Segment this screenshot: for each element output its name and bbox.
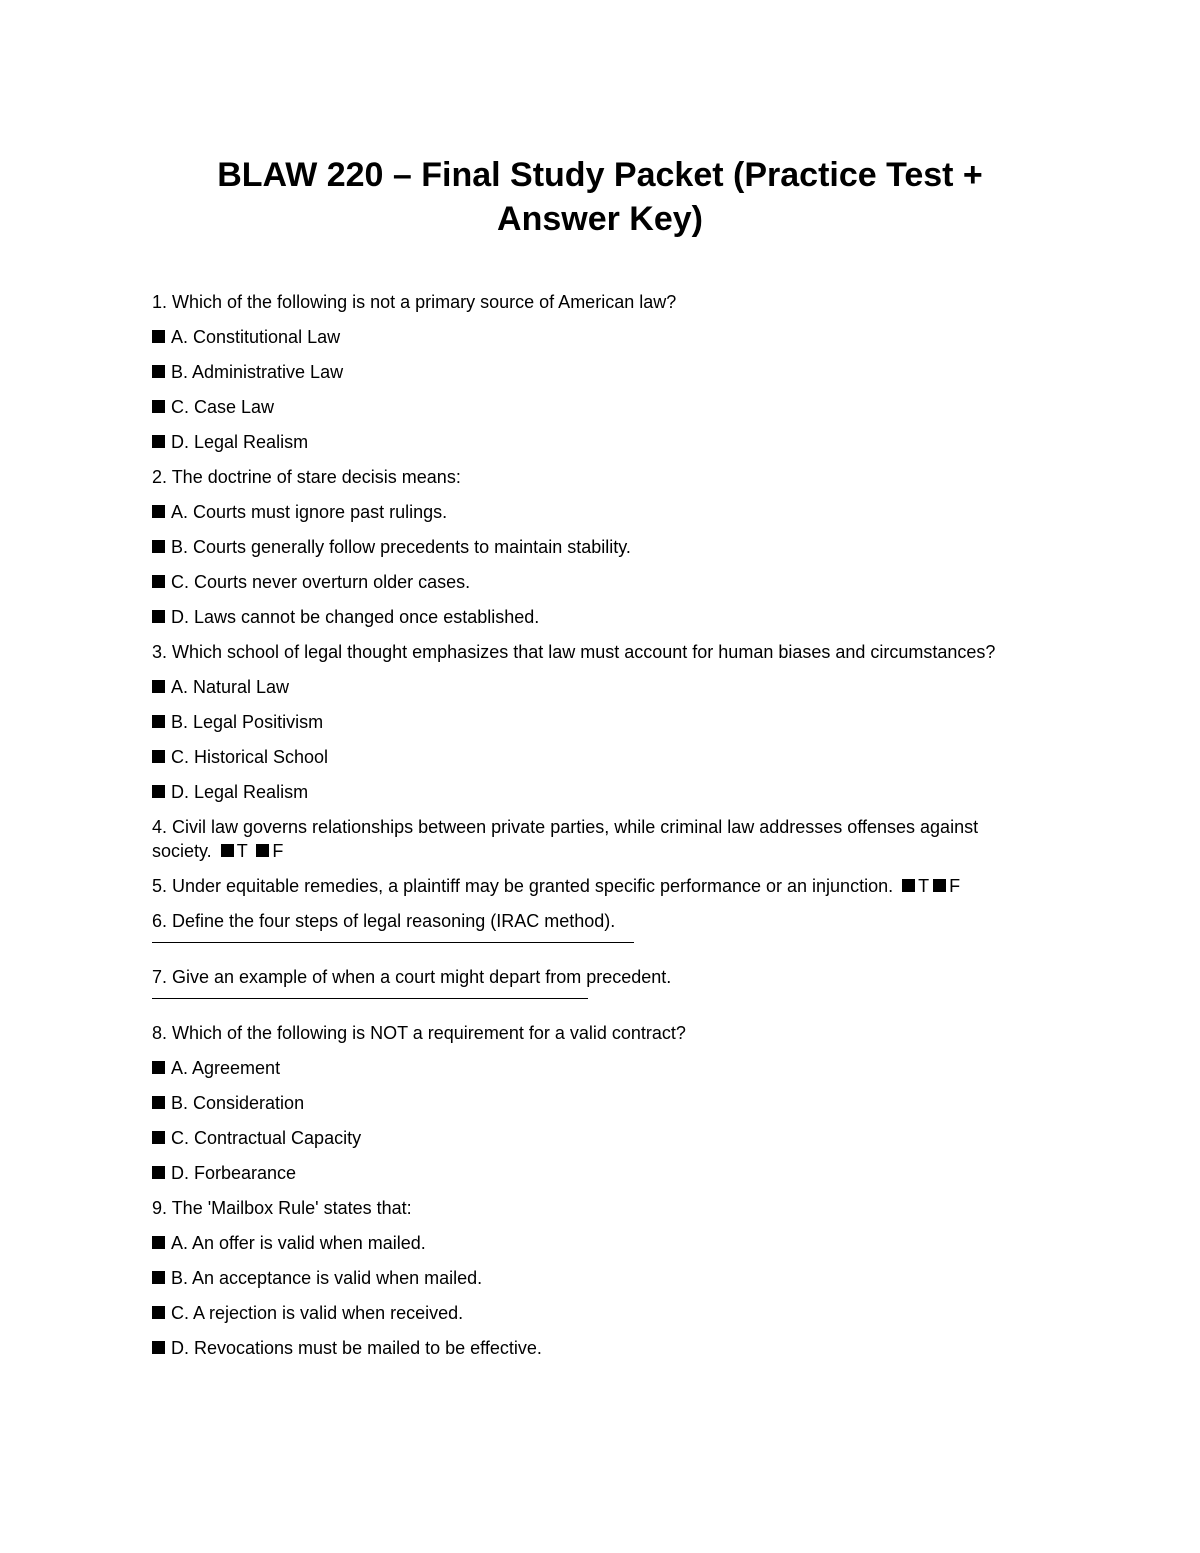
checkbox-square-icon <box>933 879 946 892</box>
question-9: 9. The 'Mailbox Rule' states that: <box>152 1198 412 1218</box>
question-8: 8. Which of the following is NOT a requirement for a valid contract? <box>152 1023 686 1043</box>
checkbox-square-icon <box>152 1166 165 1179</box>
checkbox-square-icon <box>152 365 165 378</box>
option-3c: C. Historical School <box>152 745 1052 769</box>
question-7: 7. Give an example of when a court might depart from precedent. <box>152 967 672 987</box>
option-3a: A. Natural Law <box>152 675 1052 699</box>
option-2b: B. Courts generally follow precedents to maintain stability. <box>152 535 1052 559</box>
checkbox-square-icon <box>152 1236 165 1249</box>
checkbox-square-icon <box>902 879 915 892</box>
checkbox-square-icon <box>152 575 165 588</box>
checkbox-square-icon <box>152 785 165 798</box>
option-8a: A. Agreement <box>152 1056 1052 1080</box>
title-line-2: Answer Key) <box>497 200 703 238</box>
true-label: T <box>236 841 248 861</box>
checkbox-square-icon <box>221 844 234 857</box>
question-1: 1. Which of the following is not a primary source of American law? <box>152 292 677 312</box>
checkbox-square-icon <box>152 330 165 343</box>
document-title <box>150 153 1050 241</box>
checkbox-square-icon <box>152 505 165 518</box>
checkbox-square-icon <box>152 1131 165 1144</box>
checkbox-square-icon <box>152 1341 165 1354</box>
checkbox-square-icon <box>152 1061 165 1074</box>
checkbox-square-icon <box>152 540 165 553</box>
checkbox-square-icon <box>152 1306 165 1319</box>
option-8d: D. Forbearance <box>152 1161 1052 1185</box>
checkbox-square-icon <box>152 1271 165 1284</box>
option-1a: A. Constitutional Law <box>152 325 1052 349</box>
answer-line-7 <box>152 998 588 999</box>
true-label: T <box>918 876 930 896</box>
option-9d: D. Revocations must be mailed to be effective. <box>152 1336 1052 1360</box>
checkbox-square-icon <box>256 844 269 857</box>
option-2d: D. Laws cannot be changed once established. <box>152 605 1052 629</box>
option-2a: A. Courts must ignore past rulings. <box>152 500 1052 524</box>
question-6: 6. Define the four steps of legal reasoning (IRAC method). <box>152 911 616 931</box>
option-2c: C. Courts never overturn older cases. <box>152 570 1052 594</box>
option-1d: D. Legal Realism <box>152 430 1052 454</box>
questions-list <box>152 290 1052 1371</box>
question-2: 2. The doctrine of stare decisis means: <box>152 467 461 487</box>
question-4: 4. Civil law governs relationships between private parties, while criminal law addresses offenses against society. T F <box>152 817 979 861</box>
checkbox-square-icon <box>152 610 165 623</box>
option-8c: C. Contractual Capacity <box>152 1126 1052 1150</box>
checkbox-square-icon <box>152 435 165 448</box>
checkbox-square-icon <box>152 715 165 728</box>
false-label: F <box>272 841 284 861</box>
checkbox-square-icon <box>152 400 165 413</box>
option-3b: B. Legal Positivism <box>152 710 1052 734</box>
checkbox-square-icon <box>152 680 165 693</box>
option-1c: C. Case Law <box>152 395 1052 419</box>
answer-line-6 <box>152 942 634 943</box>
option-9c: C. A rejection is valid when received. <box>152 1301 1052 1325</box>
false-label: F <box>949 876 961 896</box>
question-3: 3. Which school of legal thought emphasizes that law must account for human biases and circumstances? <box>152 642 996 662</box>
option-3d: D. Legal Realism <box>152 780 1052 804</box>
option-9a: A. An offer is valid when mailed. <box>152 1231 1052 1255</box>
checkbox-square-icon <box>152 750 165 763</box>
title-line-1: BLAW 220 – Final Study Packet (Practice Test + <box>217 156 983 194</box>
option-9b: B. An acceptance is valid when mailed. <box>152 1266 1052 1290</box>
option-1b: B. Administrative Law <box>152 360 1052 384</box>
question-5: 5. Under equitable remedies, a plaintiff may be granted specific performance or an injunction. T F <box>152 876 961 896</box>
checkbox-square-icon <box>152 1096 165 1109</box>
option-8b: B. Consideration <box>152 1091 1052 1115</box>
